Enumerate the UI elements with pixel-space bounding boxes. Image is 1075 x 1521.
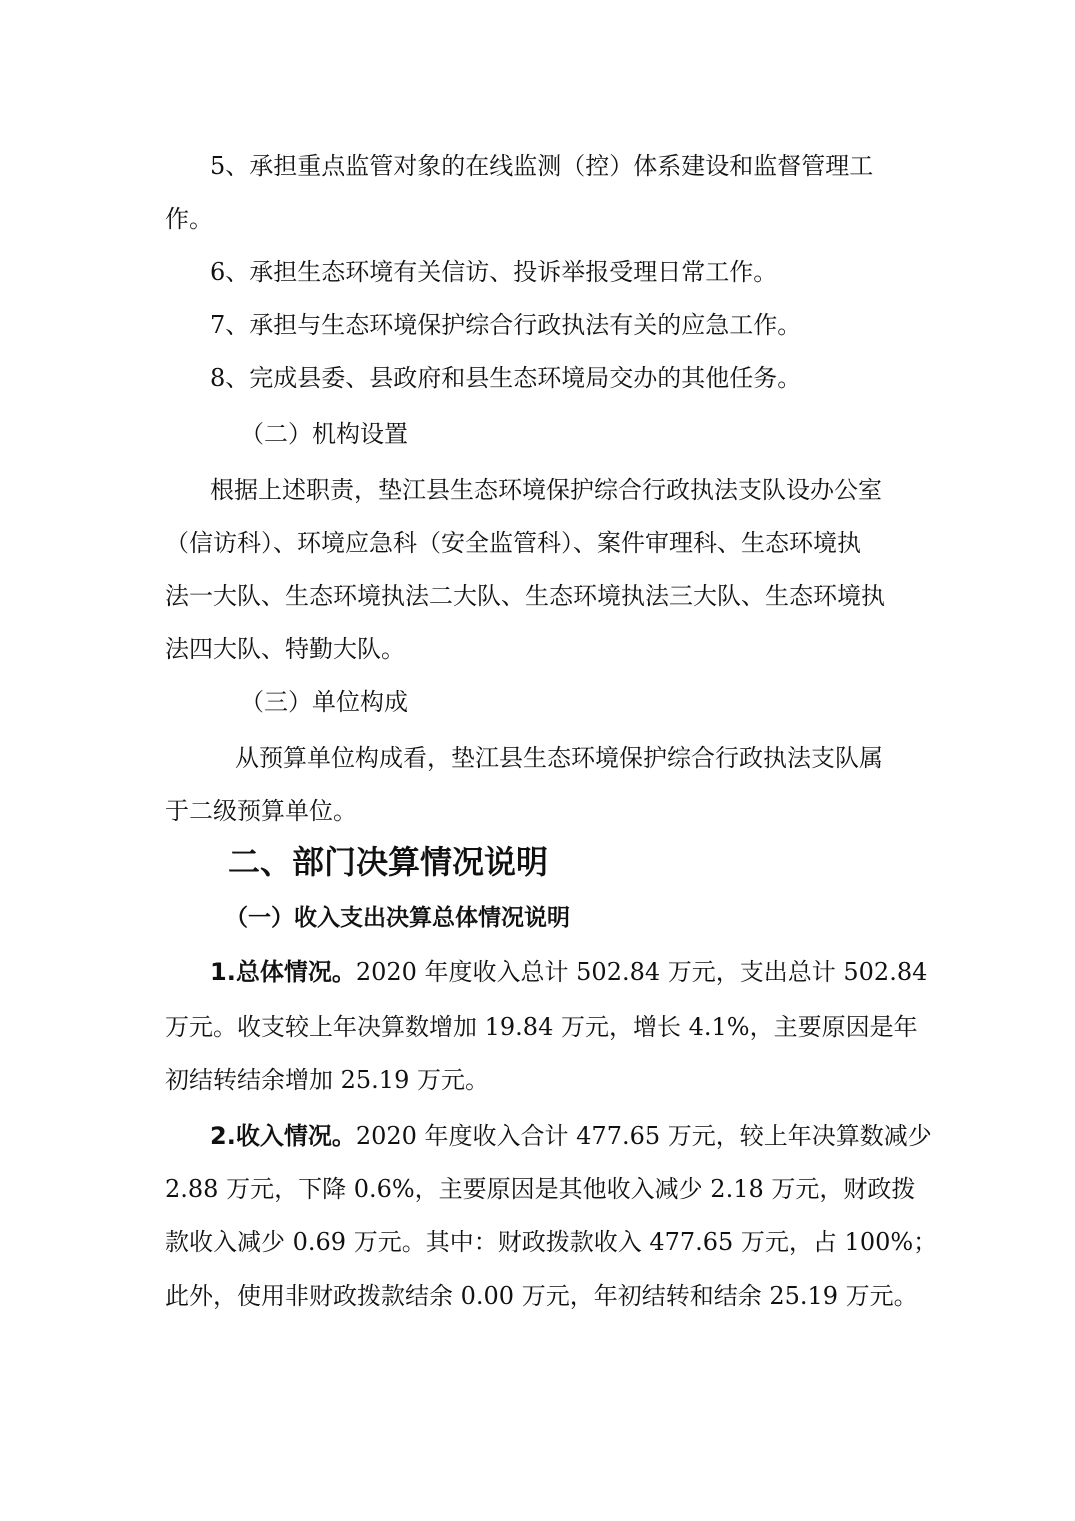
overall-line-2: 万元。收支较上年决算数增加 19.84 万元，增长 4.1%，主要原因是年 xyxy=(165,1013,918,1041)
overall-label: 1.总体情况。 xyxy=(210,958,356,986)
org-heading: （二）机构设置 xyxy=(240,420,408,448)
duty-7: 7、承担与生态环境保护综合行政执法有关的应急工作。 xyxy=(210,311,802,339)
org-line-4: 法四大队、特勤大队。 xyxy=(165,635,405,663)
duty-5-line-2: 作。 xyxy=(165,205,213,233)
org-line-1: 根据上述职责，垫江县生态环境保护综合行政执法支队设办公室 xyxy=(210,476,882,504)
overall-line-1 xyxy=(210,956,970,988)
overall-line-1-text: 2020 年度收入总计 502.84 万元，支出总计 502.84 xyxy=(355,958,928,986)
duty-6: 6、承担生态环境有关信访、投诉举报受理日常工作。 xyxy=(210,258,778,286)
overall-line-3: 初结转结余增加 25.19 万元。 xyxy=(165,1066,489,1094)
income-line-1-text: 2020 年度收入合计 477.65 万元，较上年决算数减少 xyxy=(355,1122,932,1150)
org-line-3: 法一大队、生态环境执法二大队、生态环境执法三大队、生态环境执 xyxy=(165,582,885,610)
duty-8: 8、完成县委、县政府和县生态环境局交办的其他任务。 xyxy=(210,364,802,392)
income-line-4: 此外，使用非财政拨款结余 0.00 万元，年初结转和结余 25.19 万元。 xyxy=(165,1282,918,1310)
income-line-2: 2.88 万元，下降 0.6%，主要原因是其他收入减少 2.18 万元，财政拨 xyxy=(165,1175,916,1203)
section-title: 二、部门决算情况说明 xyxy=(228,843,549,881)
unit-line-2: 于二级预算单位。 xyxy=(165,797,357,825)
income-line-3: 款收入减少 0.69 万元。其中：财政拨款收入 477.65 万元，占 100%； xyxy=(165,1228,938,1256)
income-label: 2.收入情况。 xyxy=(210,1122,356,1150)
unit-heading: （三）单位构成 xyxy=(240,688,408,716)
unit-line-1: 从预算单位构成看，垫江县生态环境保护综合行政执法支队属 xyxy=(235,744,883,772)
duty-5-line-1: 5、承担重点监管对象的在线监测（控）体系建设和监督管理工 xyxy=(210,152,874,180)
subsection-title: （一）收入支出决算总体情况说明 xyxy=(225,905,570,931)
income-line-1 xyxy=(210,1120,970,1152)
org-line-2: （信访科）、环境应急科（安全监管科）、案件审理科、生态环境执 xyxy=(165,529,861,557)
